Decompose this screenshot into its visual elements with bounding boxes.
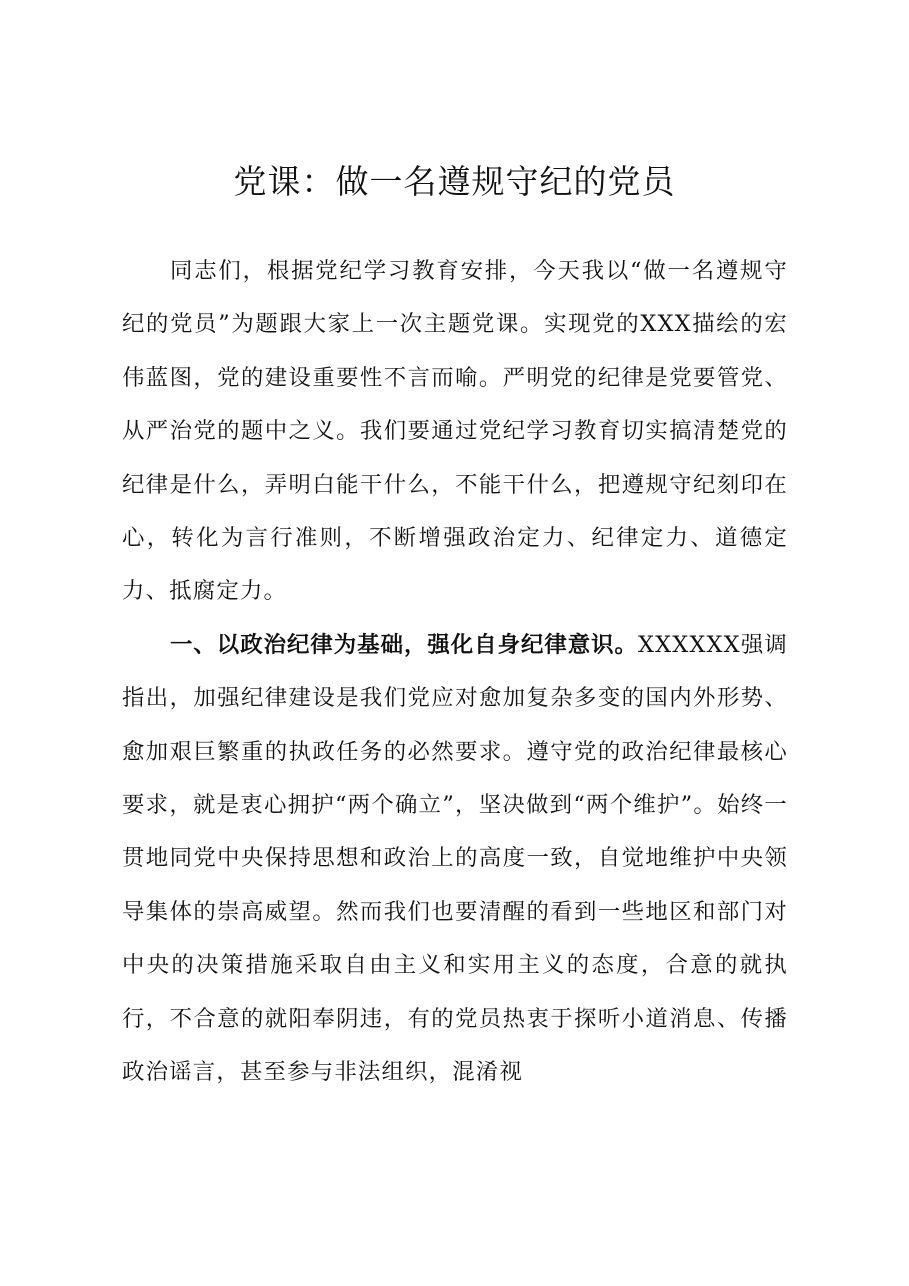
paragraph-intro-text: 同志们，根据党纪学习教育安排，今天我以“做一名遵规守纪的党员”为题跟大家上一次主题党课。实现党的XXX描绘的宏伟蓝图，党的建设重要性不言而喻。严明党的纪律是党要管党、从严治党的题中之义。我们要通过党纪学习教育切实搞清楚党的纪律是什么，弄明白能干什么，不能干什么，把遵规守纪刻印在心，转化为言行准则，不断增强政治定力、纪律定力、道德定力、抵腐定力。 [122,258,788,605]
paragraph-section-1 [122,619,788,1100]
paragraph-section-1-text: XXXXXX强调指出，加强纪律建设是我们党应对愈加复杂多变的国内外形势、愈加艰巨繁重的执政任务的必然要求。遵守党的政治纪律最核心要求，就是衷心拥护“两个确立”，坚决做到“两个维护”。始终一贯地同党中央保持思想和政治上的高度一致，自觉地维护中央领导集体的崇高威望。然而我们也要清醒的看到一些地区和部门对中央的决策措施采取自由主义和实用主义的态度，合意的就执行，不合意的就阳奉阴违，有的党员热衷于探听小道消息、传播政治谣言，甚至参与非法组织，混淆视 [122,631,789,1086]
document-body [122,245,788,1100]
paragraph-intro [122,245,788,619]
section-1-heading: 一、以政治纪律为基础，强化自身纪律意识。 [170,631,638,658]
document-title: 党课：做一名遵规守纪的党员 [233,162,676,201]
